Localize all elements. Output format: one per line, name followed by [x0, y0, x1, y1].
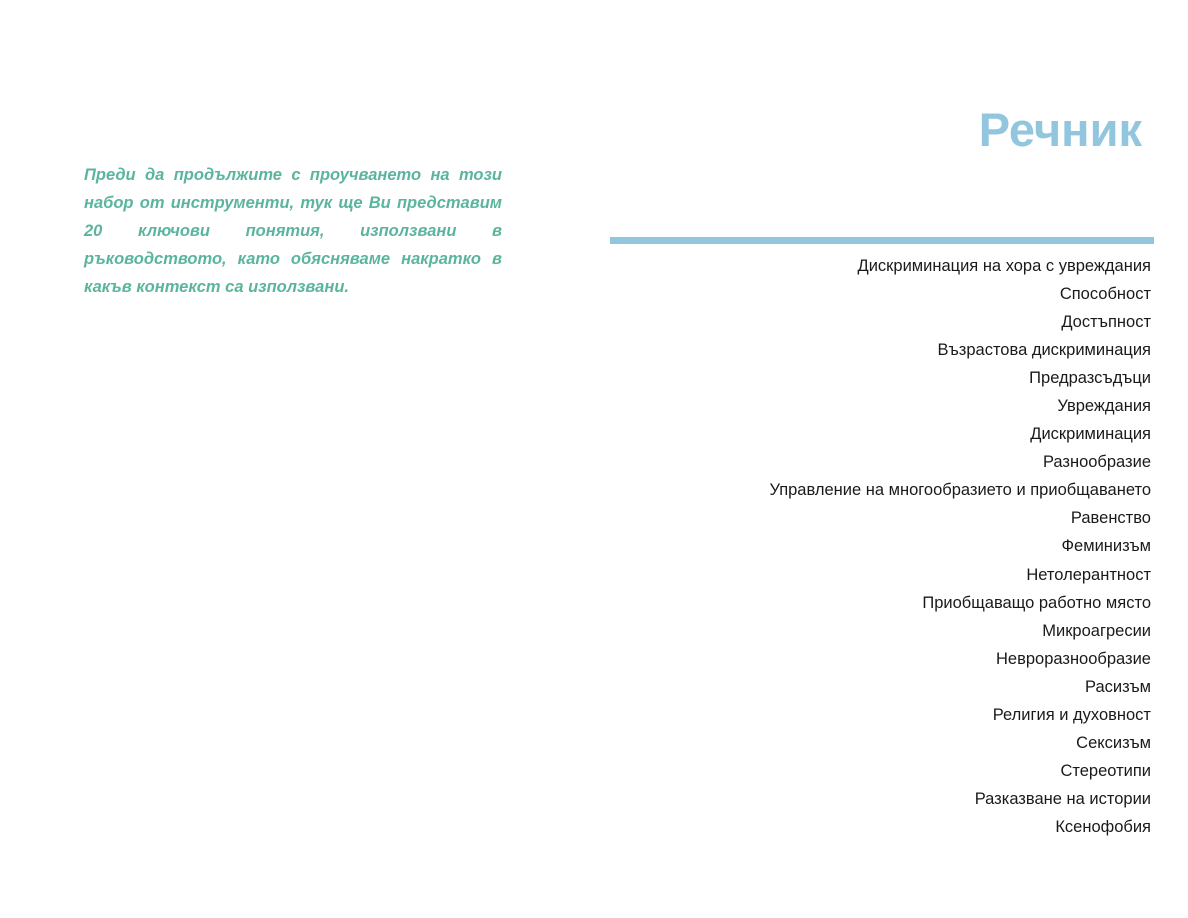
glossary-term: Ксенофобия — [1055, 817, 1151, 836]
glossary-term: Достъпност — [1061, 313, 1151, 332]
glossary-term: Равенство — [1070, 509, 1151, 528]
glossary-term: Расизъм — [1085, 677, 1151, 696]
glossary-term: Предразсъдъци — [1029, 369, 1151, 388]
glossary-term: Микроагресии — [1042, 621, 1151, 640]
glossary-term: Управление на многообразието и приобщаването — [769, 481, 1151, 500]
glossary-term: Религия и духовност — [992, 705, 1151, 724]
glossary-term-list — [769, 252, 1151, 841]
glossary-term: Феминизъм — [1061, 537, 1151, 556]
glossary-term: Невроразнообразие — [996, 649, 1151, 668]
page-title: Речник — [978, 103, 1142, 156]
glossary-term: Дискриминация — [1030, 425, 1151, 444]
glossary-term: Дискриминация на хора с увреждания — [857, 257, 1151, 275]
glossary-term: Увреждания — [1057, 397, 1151, 416]
glossary-term: Стереотипи — [1060, 761, 1151, 780]
glossary-term: Способност — [1059, 285, 1151, 304]
glossary-term: Възрастова дискриминация — [937, 341, 1151, 360]
glossary-term: Сексизъм — [1076, 733, 1151, 752]
intro-paragraph: Преди да продължите с проучването на този набор от инструменти, тук ще Ви представим 20 ключови понятия, използвани в ръководството, като обясняваме накратко в какъв контекст са използвани. — [84, 165, 502, 296]
title-divider — [610, 237, 1154, 244]
glossary-term: Разказване на истории — [974, 789, 1151, 808]
glossary-term: Разнообразие — [1042, 453, 1151, 472]
glossary-term: Приобщаващо работно място — [922, 593, 1151, 612]
glossary-term: Нетолерантност — [1026, 565, 1151, 584]
